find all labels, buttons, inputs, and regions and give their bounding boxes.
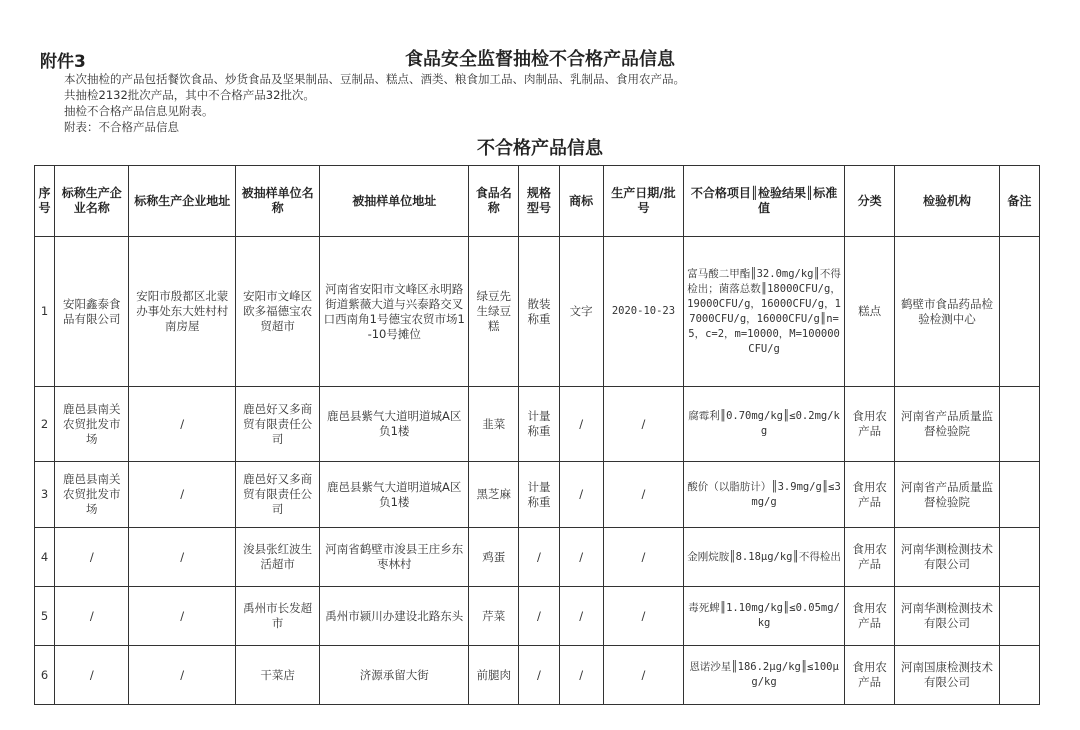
cell-sampled-address: 禹州市颍川办建设北路东头 (320, 587, 469, 646)
column-header: 食品名称 (469, 166, 519, 237)
column-header: 被抽样单位名称 (235, 166, 319, 237)
cell-brand: / (559, 462, 603, 528)
intro-line: 本次抽检的产品包括餐饮食品、炒货食品及坚果制品、豆制品、糕点、酒类、粮食加工品、肉制品、乳制品、食用农产品。 (64, 72, 685, 86)
cell-sampled-address: 鹿邑县紫气大道明道城A区负1楼 (320, 462, 469, 528)
cell-brand: / (559, 646, 603, 705)
cell-date: / (603, 528, 683, 587)
table-row (35, 387, 1040, 462)
cell-date: / (603, 462, 683, 528)
page-title: 食品安全监督抽检不合格产品信息 (405, 49, 675, 70)
cell-spec: 计量称重 (519, 462, 559, 528)
cell-producer: / (55, 646, 129, 705)
cell-spec: 散装称重 (519, 237, 559, 387)
table-row (35, 237, 1040, 387)
failed-products-table (34, 165, 1040, 705)
column-header: 标称生产企业地址 (129, 166, 236, 237)
cell-note (999, 237, 1039, 387)
cell-no: 4 (35, 528, 55, 587)
cell-sampled-unit: 鹿邑好又多商贸有限责任公司 (235, 387, 319, 462)
cell-agency: 河南华测检测技术有限公司 (895, 587, 1000, 646)
cell-category: 食用农产品 (844, 387, 894, 462)
table-row (35, 587, 1040, 646)
cell-producer-address: / (129, 387, 236, 462)
cell-note (999, 387, 1039, 462)
cell-no: 3 (35, 462, 55, 528)
cell-category: 糕点 (844, 237, 894, 387)
column-header: 被抽样单位地址 (320, 166, 469, 237)
cell-food-name: 韭菜 (469, 387, 519, 462)
cell-no: 6 (35, 646, 55, 705)
cell-producer-address: / (129, 462, 236, 528)
cell-failed-item: 金刚烷胺║8.18μg/kg║不得检出 (684, 528, 845, 587)
cell-food-name: 前腿肉 (469, 646, 519, 705)
column-header: 商标 (559, 166, 603, 237)
cell-brand: / (559, 587, 603, 646)
cell-note (999, 462, 1039, 528)
cell-note (999, 528, 1039, 587)
cell-failed-item: 富马酸二甲酯║32.0mg/kg║不得检出；菌落总数║18000CFU/g，19000CFU/g，16000CFU/g，17000CFU/g，16000CFU/g║n=5，c=2，m=10000，M=100000CFU/g (684, 237, 845, 387)
cell-producer-address: / (129, 528, 236, 587)
cell-failed-item: 恩诺沙星║186.2μg/kg║≤100μg/kg (684, 646, 845, 705)
cell-spec: / (519, 587, 559, 646)
intro-line: 共抽检2132批次产品，其中不合格产品32批次。 (64, 88, 315, 102)
cell-no: 1 (35, 237, 55, 387)
cell-note (999, 646, 1039, 705)
cell-producer: 鹿邑县南关农贸批发市场 (55, 462, 129, 528)
cell-agency: 河南省产品质量监督检验院 (895, 387, 1000, 462)
cell-sampled-unit: 干菜店 (235, 646, 319, 705)
cell-producer: / (55, 587, 129, 646)
cell-sampled-unit: 鹿邑好又多商贸有限责任公司 (235, 462, 319, 528)
intro-line: 抽检不合格产品信息见附表。 (64, 104, 214, 118)
cell-sampled-unit: 浚县张红波生活超市 (235, 528, 319, 587)
column-header: 不合格项目║检验结果║标准值 (684, 166, 845, 237)
cell-category: 食用农产品 (844, 462, 894, 528)
table-row (35, 528, 1040, 587)
cell-spec: / (519, 646, 559, 705)
cell-sampled-address: 河南省安阳市文峰区永明路街道紫薇大道与兴泰路交叉口西南角1号德宝农贸市场1-10号摊位 (320, 237, 469, 387)
column-header: 分类 (844, 166, 894, 237)
cell-brand: / (559, 387, 603, 462)
cell-agency: 河南省产品质量监督检验院 (895, 462, 1000, 528)
column-header: 备注 (999, 166, 1039, 237)
cell-no: 2 (35, 387, 55, 462)
cell-failed-item: 腐霉利║0.70mg/kg║≤0.2mg/kg (684, 387, 845, 462)
cell-date: / (603, 587, 683, 646)
cell-food-name: 芹菜 (469, 587, 519, 646)
column-header: 标称生产企业名称 (55, 166, 129, 237)
cell-sampled-address: 济源承留大街 (320, 646, 469, 705)
cell-date: 2020-10-23 (603, 237, 683, 387)
cell-spec: / (519, 528, 559, 587)
column-header: 规格型号 (519, 166, 559, 237)
cell-category: 食用农产品 (844, 587, 894, 646)
table-row (35, 462, 1040, 528)
cell-brand: / (559, 528, 603, 587)
cell-sampled-unit: 禹州市长发超市 (235, 587, 319, 646)
cell-no: 5 (35, 587, 55, 646)
table-header-row (35, 166, 1040, 237)
cell-producer-address: / (129, 587, 236, 646)
cell-agency: 河南华测检测技术有限公司 (895, 528, 1000, 587)
column-header: 序号 (35, 166, 55, 237)
cell-failed-item: 毒死蜱║1.10mg/kg║≤0.05mg/kg (684, 587, 845, 646)
cell-producer: 安阳鑫泰食品有限公司 (55, 237, 129, 387)
column-header: 检验机构 (895, 166, 1000, 237)
cell-date: / (603, 646, 683, 705)
intro-block (64, 71, 685, 135)
intro-line: 附表：不合格产品信息 (64, 120, 179, 134)
cell-agency: 鹤壁市食品药品检验检测中心 (895, 237, 1000, 387)
cell-producer: / (55, 528, 129, 587)
cell-producer-address: 安阳市殷都区北蒙办事处东大姓村村南房屋 (129, 237, 236, 387)
cell-producer-address: / (129, 646, 236, 705)
cell-food-name: 绿豆先生绿豆糕 (469, 237, 519, 387)
cell-sampled-address: 河南省鹤壁市浚县王庄乡东枣林村 (320, 528, 469, 587)
table-row (35, 646, 1040, 705)
cell-brand: 文字 (559, 237, 603, 387)
cell-note (999, 587, 1039, 646)
cell-producer: 鹿邑县南关农贸批发市场 (55, 387, 129, 462)
attachment-label: 附件3 (40, 52, 86, 72)
cell-category: 食用农产品 (844, 528, 894, 587)
cell-food-name: 鸡蛋 (469, 528, 519, 587)
table-title: 不合格产品信息 (477, 138, 603, 159)
cell-food-name: 黑芝麻 (469, 462, 519, 528)
cell-failed-item: 酸价（以脂肪计）║3.9mg/g║≤3mg/g (684, 462, 845, 528)
cell-sampled-unit: 安阳市文峰区欧多福德宝农贸超市 (235, 237, 319, 387)
cell-date: / (603, 387, 683, 462)
column-header: 生产日期/批号 (603, 166, 683, 237)
cell-agency: 河南国康检测技术有限公司 (895, 646, 1000, 705)
cell-category: 食用农产品 (844, 646, 894, 705)
cell-sampled-address: 鹿邑县紫气大道明道城A区负1楼 (320, 387, 469, 462)
cell-spec: 计量称重 (519, 387, 559, 462)
